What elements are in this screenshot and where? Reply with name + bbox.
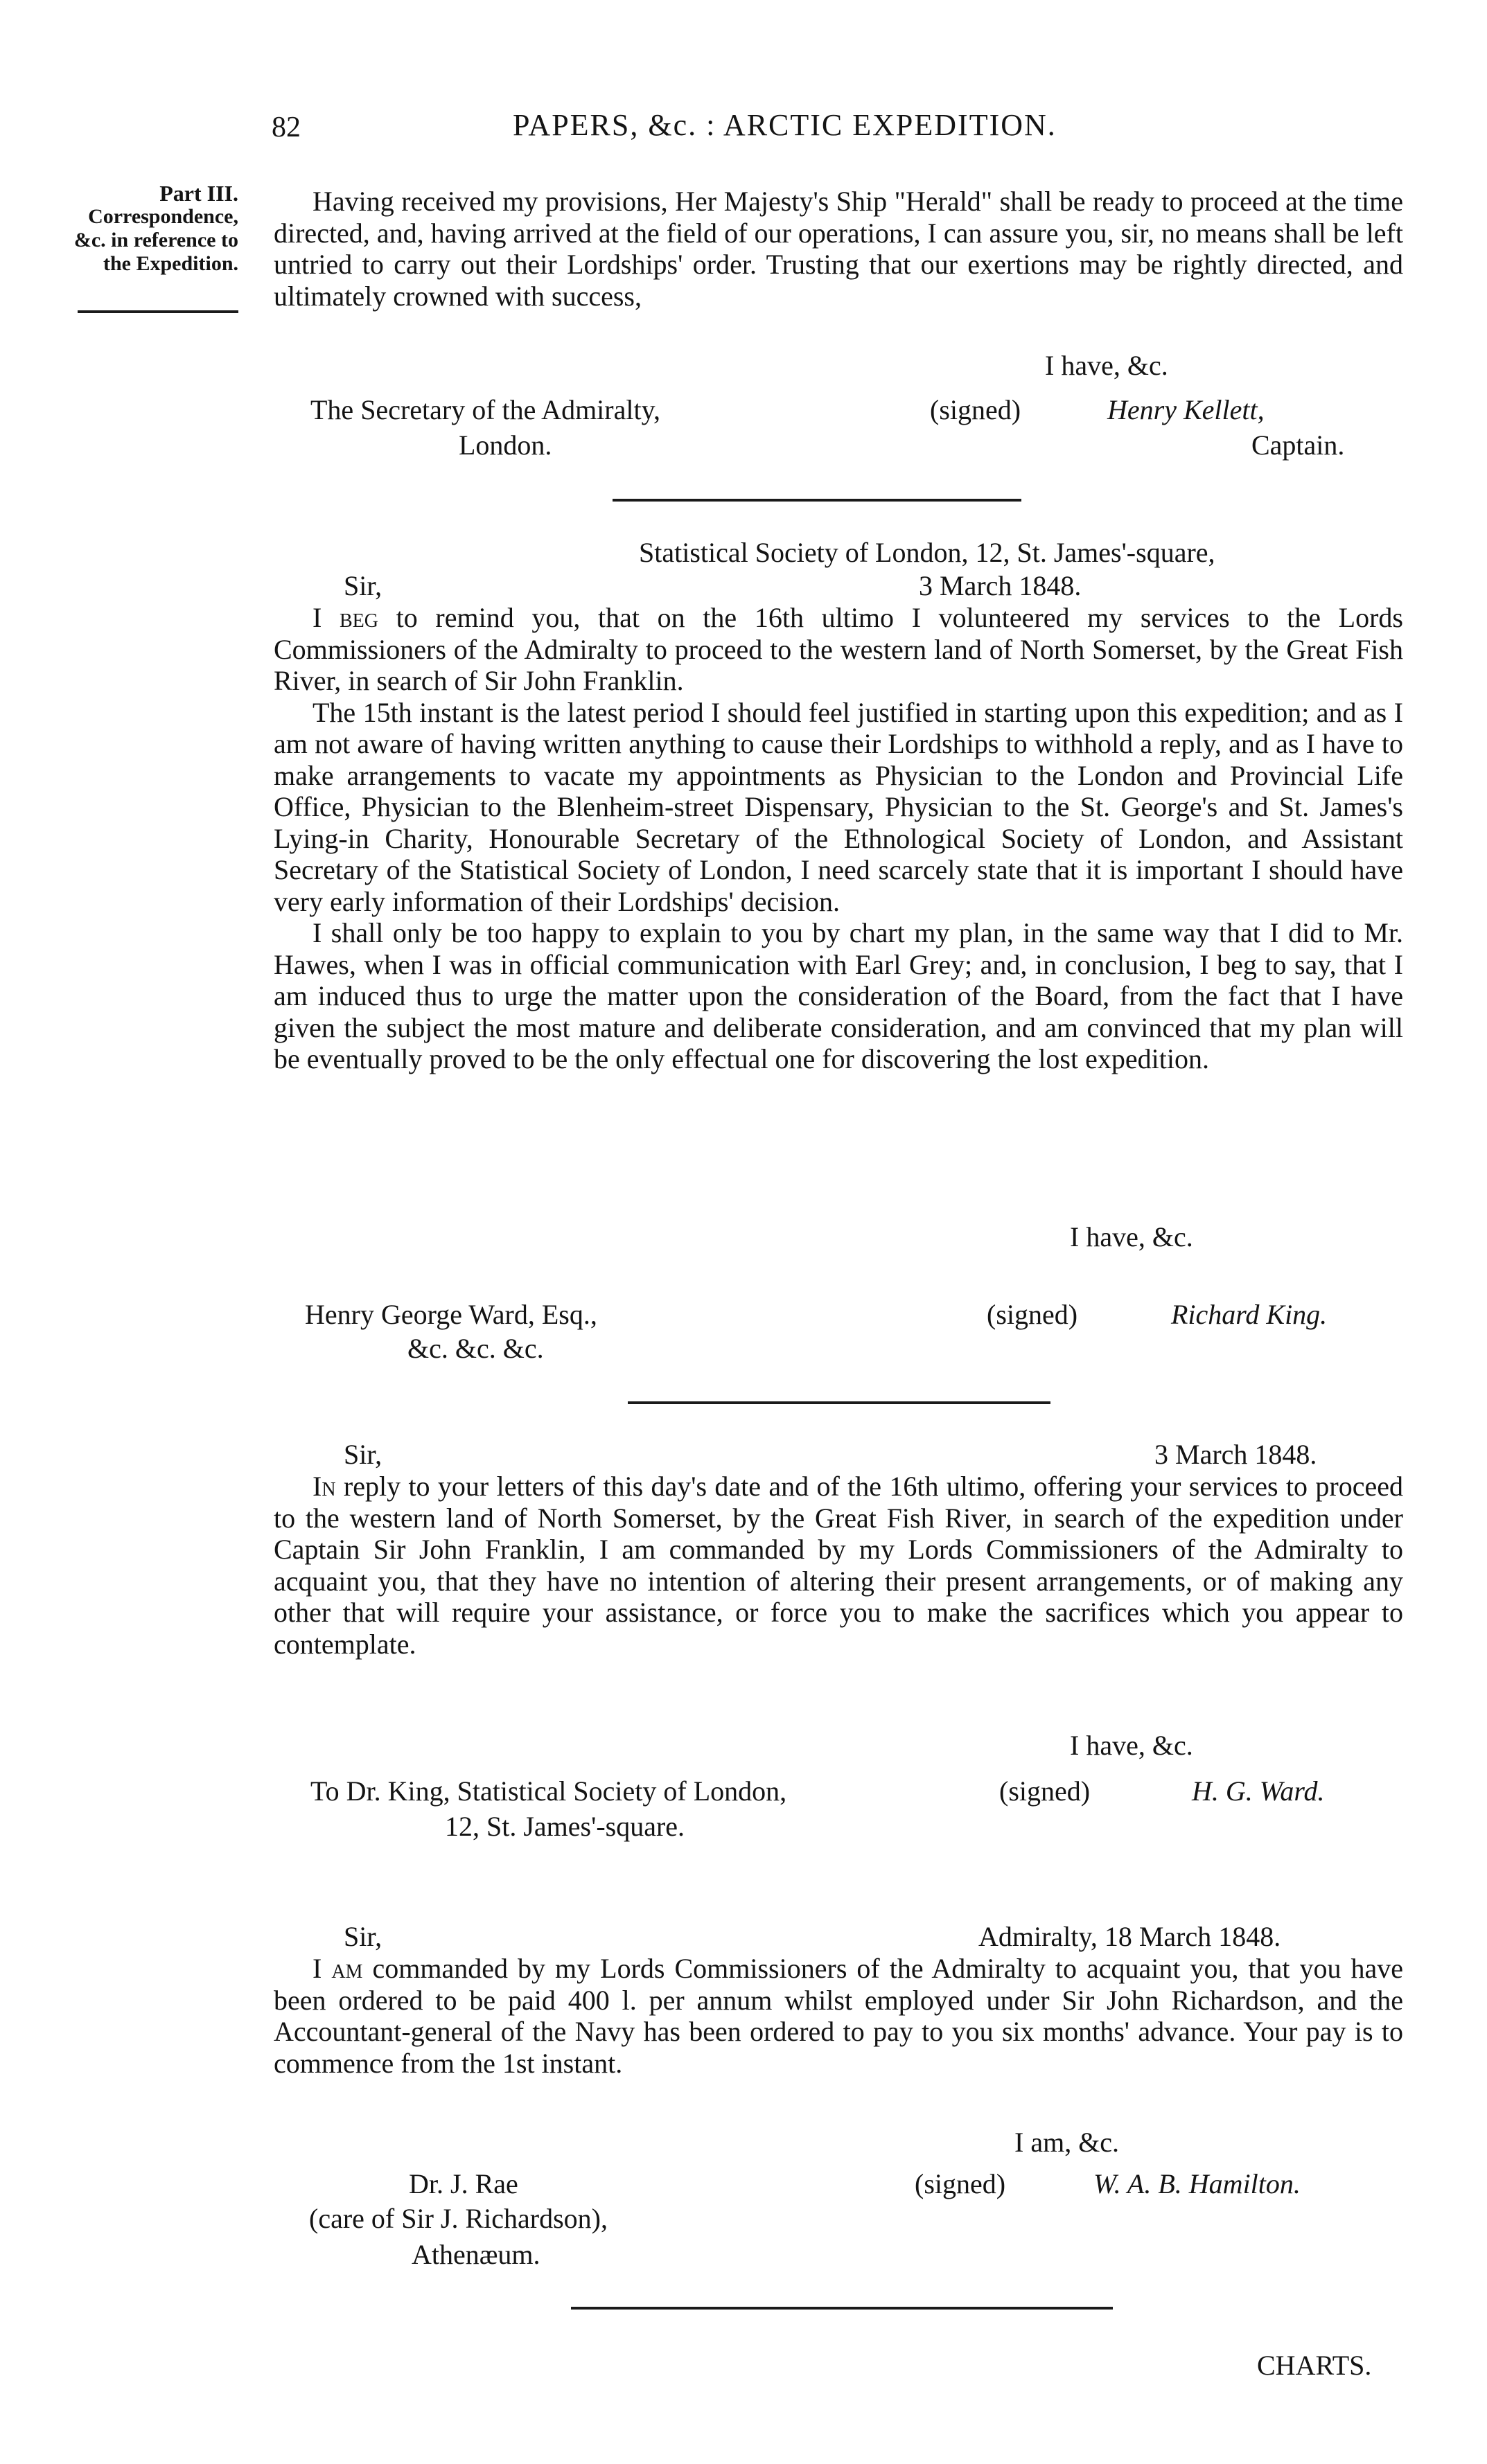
paragraph xyxy=(274,1471,1403,1660)
recipient: Dr. J. Rae xyxy=(409,2168,518,2199)
signature: Richard King. xyxy=(1171,1299,1328,1330)
margin-note-line: Correspondence, xyxy=(88,205,238,228)
closing: I have, &c. xyxy=(1045,350,1168,381)
signed-label: (signed) xyxy=(999,1775,1091,1807)
salutation: Sir, xyxy=(344,1921,382,1952)
recipient: London. xyxy=(459,429,552,461)
drop-lead: In xyxy=(313,1471,336,1502)
paragraph: The 15th instant is the latest period I should feel justified in starting upon this expedition; and as I am not aware of having written anything to cause their Lordships to withhold a reply, and as I have to make arrangements to vacate my appointments as Physician to the London and Provincial Life Office, Physician to the Blenheim-street Dispensary, Physician to the St. George's and St. James's Lying-in Charity, Honourable Secretary of the Ethnological Society of London, and Assistant Secretary of the Statistical Society of London, I need scarcely state that it is important I should have very early information of their Lordships' decision. xyxy=(274,696,1403,917)
recipient: Henry George Ward, Esq., xyxy=(305,1299,597,1330)
signature: H. G. Ward. xyxy=(1192,1775,1325,1807)
closing: I am, &c. xyxy=(1014,2127,1120,2158)
letter-address: Statistical Society of London, 12, St. James'-square, xyxy=(639,537,1215,568)
recipient: (care of Sir J. Richardson), xyxy=(309,2203,608,2234)
salutation: Sir, xyxy=(344,1439,382,1470)
closing: I have, &c. xyxy=(1070,1730,1193,1761)
closing: I have, &c. xyxy=(1070,1221,1193,1252)
signed-label: (signed) xyxy=(915,2168,1006,2199)
margin-note-line: Part III. xyxy=(159,181,238,206)
recipient: The Secretary of the Admiralty, xyxy=(310,394,660,425)
margin-note-line: the Expedition. xyxy=(103,252,238,275)
paragraph: Having received my provisions, Her Majesty's Ship "Herald" shall be ready to proceed at the time directed, and, having arrived at the field of our operations, I can assure you, sir, no means shall be left untried to carry out their Lordships' order. Trusting that our exertions may be rightly directed, and ultimately crowned with success, xyxy=(274,186,1403,312)
separator-rule xyxy=(628,1401,1050,1404)
separator-rule xyxy=(571,2307,1113,2310)
paragraph xyxy=(274,602,1403,697)
drop-lead: I beg xyxy=(313,602,378,633)
letter2-body xyxy=(274,602,1403,1075)
paragraph: I shall only be too happy to explain to you by chart my plan, in the same way that I did to Mr. Hawes, when I was in official communication with Earl Grey; and, in conclusion, I beg to say, that I am induced thus to urge the matter upon the consideration of the Board, from the fact that I have given the subject the most mature and deliberate consideration, and am convinced that my plan will be eventually proved to be the only effectual one for discovering the lost expedition. xyxy=(274,917,1403,1074)
recipient: To Dr. King, Statistical Society of London, xyxy=(310,1775,787,1807)
margin-note xyxy=(26,181,238,276)
signature-rank: Captain. xyxy=(1251,429,1345,461)
letter-date: Admiralty, 18 March 1848. xyxy=(978,1921,1281,1952)
paragraph-text: reply to your letters of this day's date and of the 16th ultimo, offering your services to proceed to the western land of North Somerset, by the Great Fish River, in search of the expedition under Captain Sir John Franklin, I am commanded by my Lords Commissioners of the Admiralty to acquaint you, that they have no intention of altering their present arrangements, or of making any other that will require your assistance, or force you to make the sacrifices which you appear to contemplate. xyxy=(274,1471,1403,1660)
letter3-body xyxy=(274,1471,1403,1660)
letter-date: 3 March 1848. xyxy=(919,570,1082,601)
margin-note-rule xyxy=(78,310,238,313)
page-number: 82 xyxy=(272,112,301,143)
letter1-body xyxy=(274,186,1403,312)
recipient: &c. &c. &c. xyxy=(407,1333,544,1364)
paragraph xyxy=(274,1953,1403,2079)
letter4-body xyxy=(274,1953,1403,2079)
signed-label: (signed) xyxy=(987,1299,1078,1330)
signature: Henry Kellett, xyxy=(1107,394,1265,425)
signed-label: (signed) xyxy=(930,394,1021,425)
recipient: 12, St. James'-square. xyxy=(445,1811,685,1842)
drop-lead: I am xyxy=(313,1953,363,1984)
separator-rule xyxy=(613,499,1021,502)
margin-note-line: &c. in reference to xyxy=(73,229,238,251)
salutation: Sir, xyxy=(344,570,382,601)
catchword: CHARTS. xyxy=(1257,2350,1372,2381)
running-header: PAPERS, &c. : ARCTIC EXPEDITION. xyxy=(513,108,1057,142)
signature: W. A. B. Hamilton. xyxy=(1093,2168,1301,2199)
letter-date: 3 March 1848. xyxy=(1154,1439,1317,1470)
paragraph-text: to remind you, that on the 16th ultimo I volunteered my services to the Lords Commissioners of the Admiralty to proceed to the western land of North Somerset, by the Great Fish River, in search of Sir John Franklin. xyxy=(274,602,1403,696)
recipient: Athenæum. xyxy=(412,2239,540,2270)
paragraph-text: commanded by my Lords Commissioners of the Admiralty to acquaint you, that you have been ordered to be paid 400 l. per annum whilst employed under Sir John Richardson, and the Accountant-general of the Navy has been ordered to pay to you six months' advance. Your pay is to commence from the 1st instant. xyxy=(274,1953,1404,2079)
